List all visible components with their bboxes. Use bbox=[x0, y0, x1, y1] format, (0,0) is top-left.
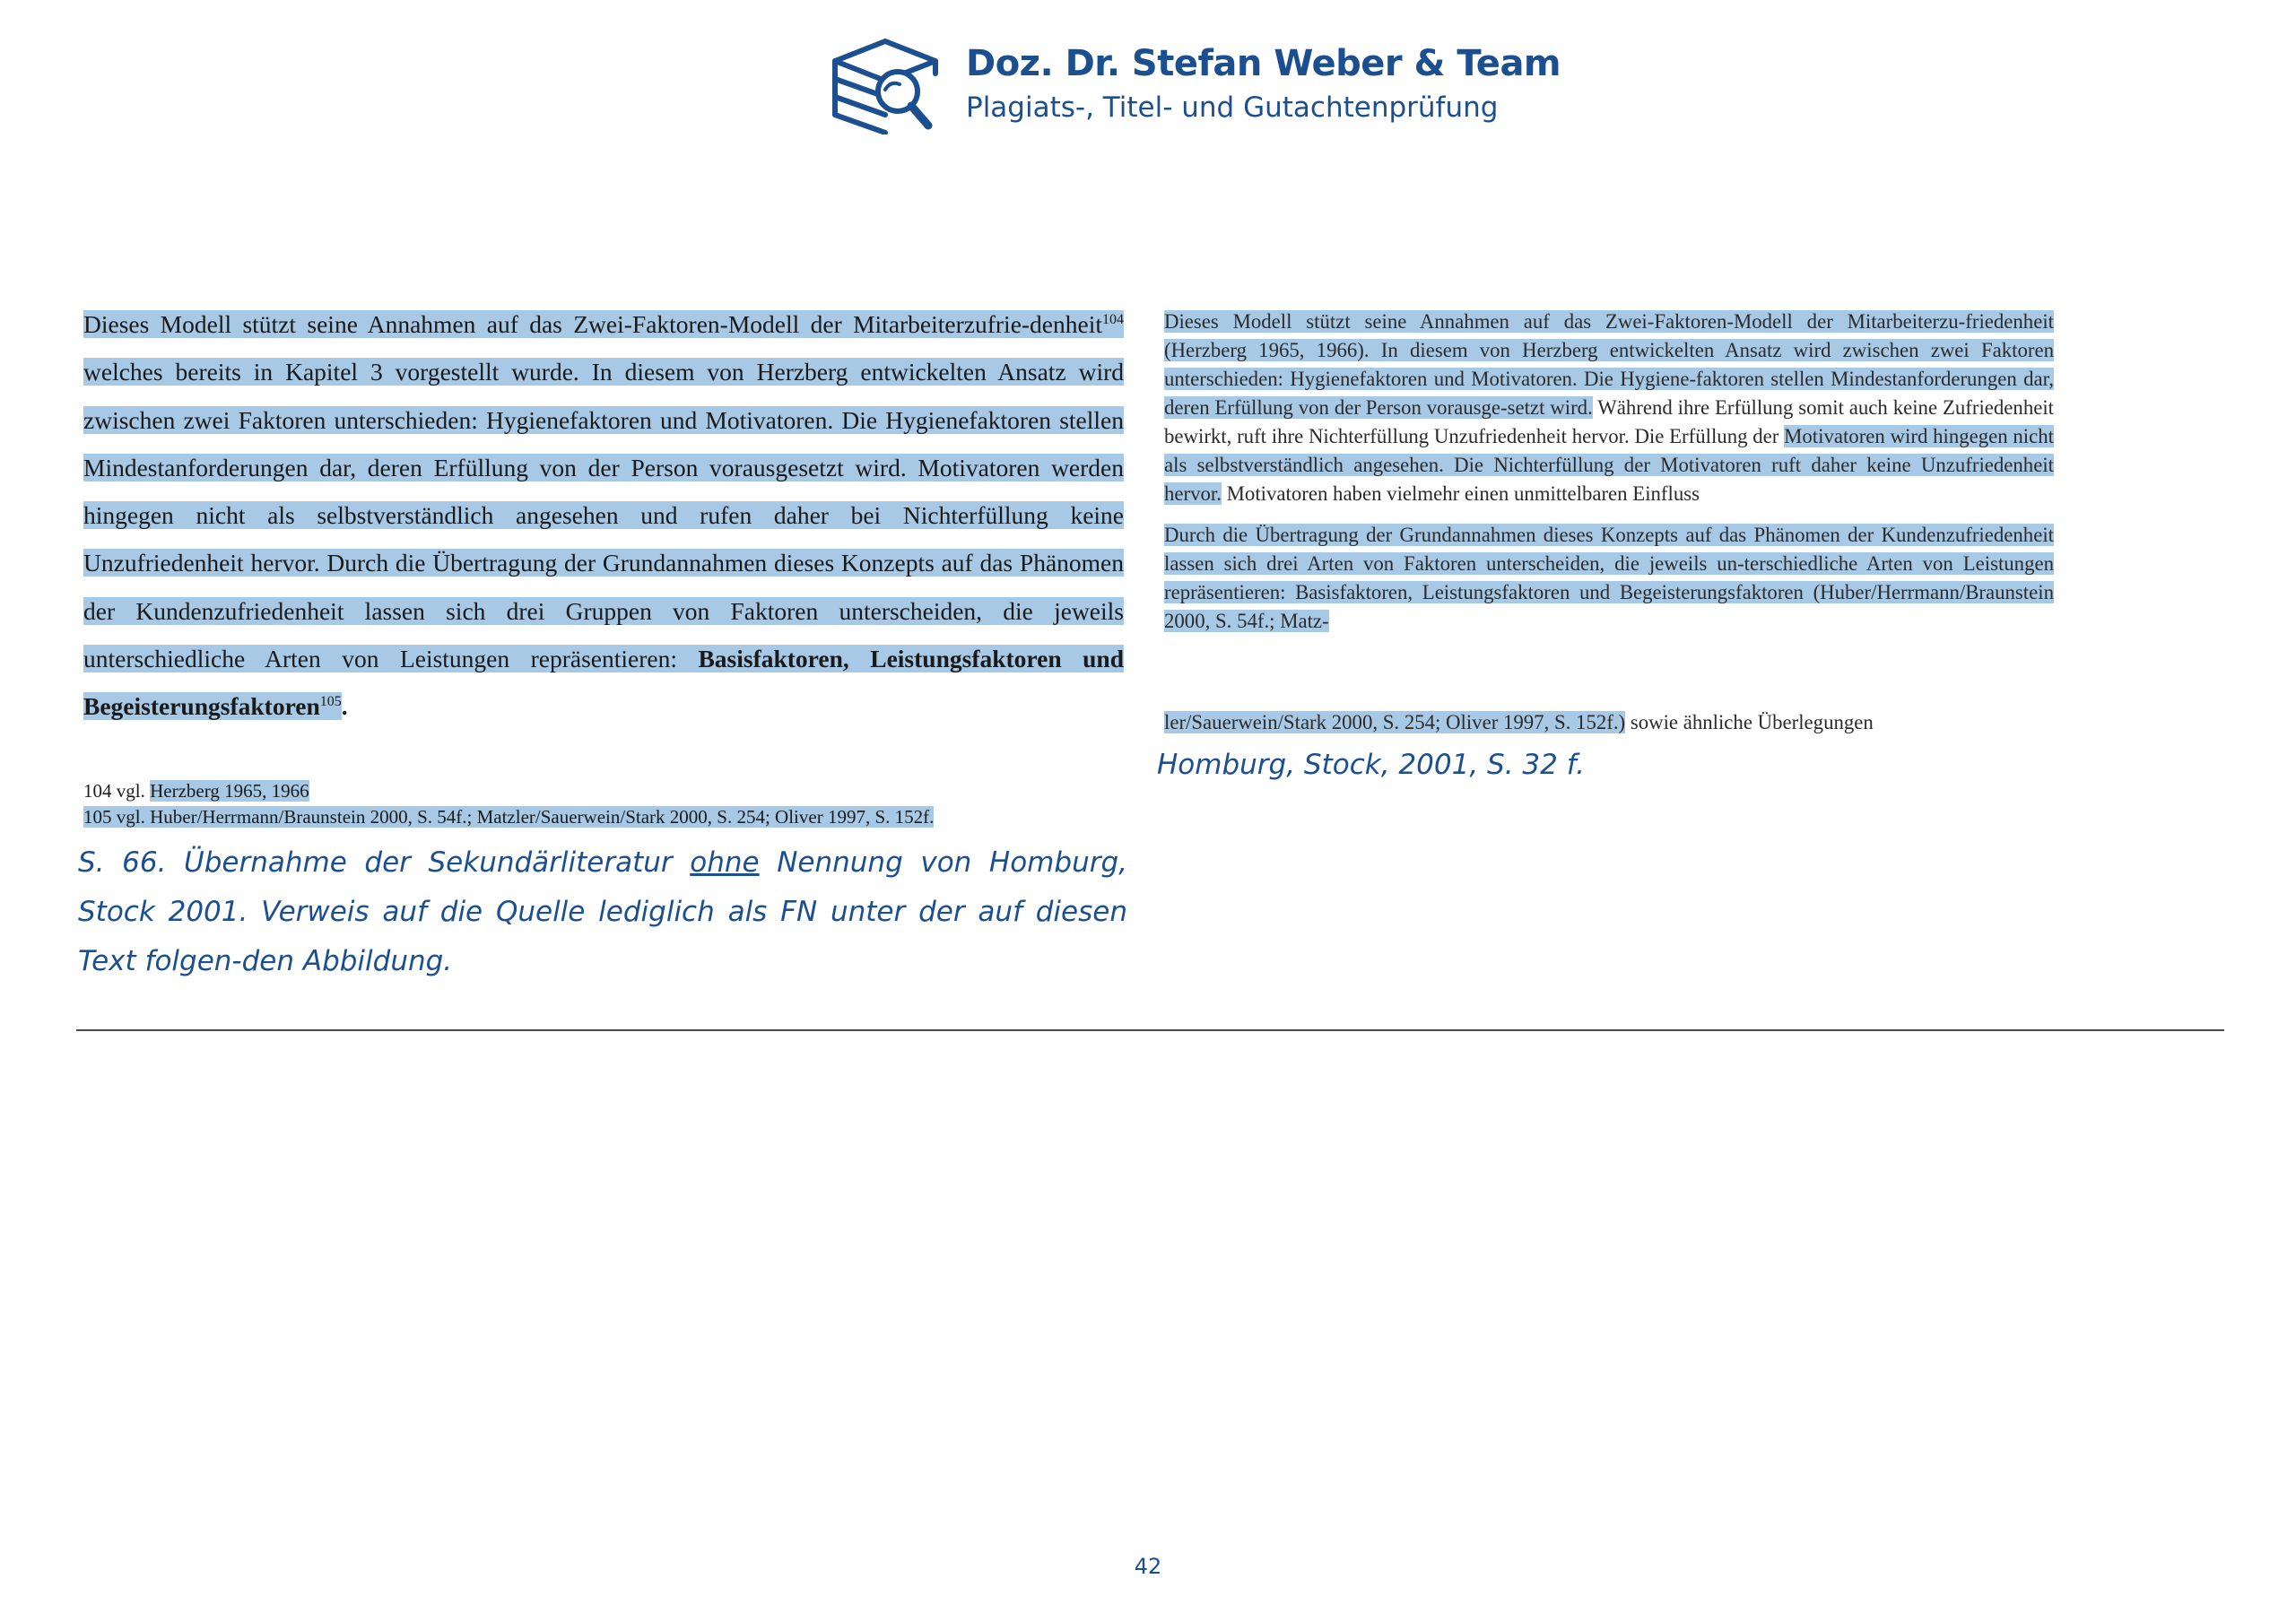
thesis-text-part2: welches bereits in Kapitel 3 vorgestellt wurde. In diesem von Herzberg entwickelten Ansatz wird zwischen zwei Faktoren unterschieden: Hygienefaktoren und Motivatoren. Die Hygienefaktoren stellen Mindestanforderungen dar, deren Erfüllung von der Person vorausgesetzt wird. Motivatoren werden hingegen nicht als selbstverständlich angesehen und rufen daher bei Nichterfüllung keine Unzufriedenheit hervor. Durch die Übertragung der Grundannahmen dieses Konzepts auf das Phänomen der Kundenzufriedenheit lassen sich drei Gruppen von Faktoren unterscheiden, die jeweils unterschiedliche Arten von Leistungen repräsentieren: bbox=[83, 358, 1124, 673]
source-reference-line bbox=[1164, 708, 1874, 737]
thesis-excerpt bbox=[83, 300, 1124, 731]
source-highlight-1: Dieses Modell stützt seine Annahmen auf das Zwei-Faktoren-Modell der Mitarbeiterzu-friedenheit (Herzberg 1965, 1966). In diesem von Herzberg entwickelten Ansatz wird zwischen zwei Faktoren unterschieden: Hygienefaktoren und Motivatoren. Die Hygiene-faktoren stellen Mindestanforderungen dar, deren Erfüllung von der Person vorausge-setzt wird. bbox=[1164, 310, 2054, 419]
footnote-104-number: 104 vgl. bbox=[83, 780, 151, 802]
source-plain-1: Während ihre Erfüllung somit auch keine Zufriedenheit bewirkt, ruft ihre Nichterfüllung Unzufriedenheit hervor. Die Erfüllung der bbox=[1164, 396, 2054, 447]
source-highlight-3: Durch die Übertragung der Grundannahmen dieses Konzepts auf das Phänomen der Kundenzufriedenheit lassen sich drei Arten von Faktoren unterscheiden, die jeweils un-terschiedliche Arten von Leistungen repräsentieren: Basisfaktoren, Leistungsfaktoren und Begeisterungsfaktoren (Huber/Herrmann/Braunstein 2000, S. 54f.; Matz- bbox=[1164, 524, 2054, 632]
footnote-104 bbox=[83, 778, 1142, 804]
source-reference-highlight: ler/Sauerwein/Stark 2000, S. 254; Oliver 1997, S. 152f.) bbox=[1164, 711, 1626, 733]
footnote-105-text: 105 vgl. Huber/Herrmann/Braunstein 2000, S. 54f.; Matzler/Sauerwein/Stark 2000, S. 254; Oliver 1997, S. 152f. bbox=[83, 806, 935, 828]
footnote-marker-105: 105 bbox=[319, 694, 342, 710]
right-caption: Homburg, Stock, 2001, S. 32 f. bbox=[1157, 749, 1585, 781]
footnote-marker-104: 104 bbox=[1102, 311, 1124, 327]
thesis-footnotes bbox=[83, 778, 1142, 830]
left-caption-text-b: Nennung von Homburg, Stock 2001. Verweis auf die Quelle lediglich als FN unter der auf diesen Text folgen-den Abbildung. bbox=[78, 846, 1127, 977]
footnote-104-text: Herzberg 1965, 1966 bbox=[150, 780, 309, 802]
thesis-text-part1: Dieses Modell stützt seine Annahmen auf das Zwei-Faktoren-Modell der Mitarbeiterzufrie-denheit bbox=[83, 310, 1102, 338]
page-header bbox=[830, 36, 1561, 143]
brand-title: Doz. Dr. Stefan Weber & Team bbox=[966, 43, 1561, 84]
source-plain-2: Motivatoren haben vielmehr einen unmittelbaren Einfluss bbox=[1221, 482, 1700, 505]
thesis-paragraph bbox=[83, 300, 1124, 731]
source-paragraph-2 bbox=[1164, 521, 2054, 636]
source-excerpt bbox=[1164, 308, 2054, 636]
divider bbox=[76, 1029, 2224, 1031]
left-caption bbox=[78, 838, 1127, 986]
footnote-105 bbox=[83, 804, 1142, 830]
left-caption-underlined: ohne bbox=[690, 846, 760, 879]
source-highlight-2: Motivatoren wird hingegen nicht als selbstverständlich angesehen. Die Nichterfüllung der Motivatoren ruft daher keine Unzufriedenheit hervor. bbox=[1164, 425, 2054, 505]
book-magnifier-icon bbox=[830, 36, 942, 134]
thesis-bold-terms: Basisfaktoren, Leistungsfaktoren und Begeisterungsfaktoren bbox=[83, 645, 1124, 721]
page-number: 42 bbox=[1134, 1554, 1162, 1579]
left-caption-text-a: S. 66. Übernahme der Sekundärliteratur bbox=[78, 846, 691, 879]
source-paragraph-1 bbox=[1164, 308, 2054, 508]
brand-subtitle: Plagiats-, Titel- und Gutachtenprüfung bbox=[966, 91, 1499, 124]
source-reference-plain: sowie ähnliche Überlegungen bbox=[1625, 711, 1874, 733]
thesis-period: . bbox=[341, 692, 348, 721]
